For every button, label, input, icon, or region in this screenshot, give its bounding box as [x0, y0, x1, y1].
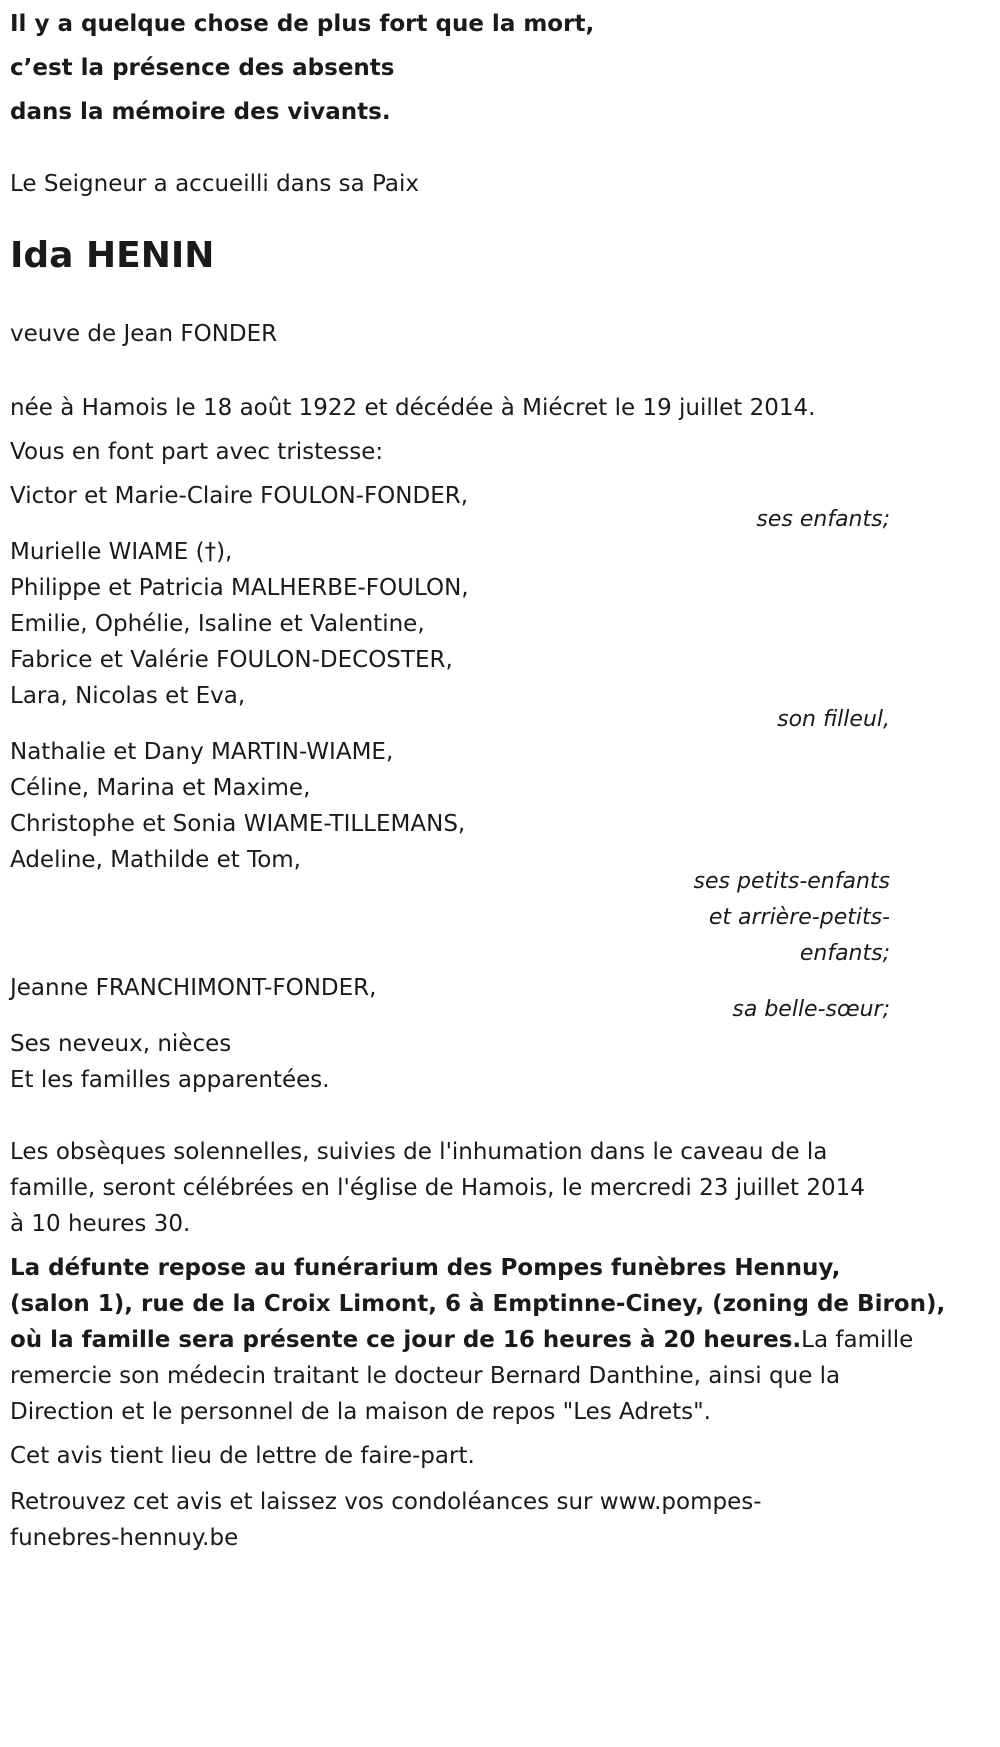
- funeral-line-2: famille, seront célébrées en l'église de Hamois, le mercredi 23 juillet 2014: [10, 1175, 865, 1201]
- quote-line-1: Il y a quelque chose de plus fort que la mort,: [10, 11, 595, 37]
- deceased-name: Ida HENIN: [10, 235, 215, 276]
- godchild-line-5: Lara, Nicolas et Eva,: [10, 683, 246, 709]
- others-line-1: Ses neveux, nièces: [10, 1031, 232, 1057]
- rest-line-4: remercie son médecin traitant le docteur Bernard Danthine, ainsi que la: [10, 1363, 841, 1389]
- grandchildren-role-2: et arrière-petits-: [708, 905, 890, 930]
- rest-line-3: [10, 1322, 913, 1358]
- quote-line-2: c’est la présence des absents: [10, 55, 395, 81]
- rest-line-2: (salon 1), rue de la Croix Limont, 6 à Emptinne-Ciney, (zoning de Biron),: [10, 1291, 946, 1317]
- godchild-line-1: Murielle WIAME (†),: [10, 539, 233, 565]
- godchild-line-3: Emilie, Ophélie, Isaline et Valentine,: [10, 611, 425, 637]
- funeral-line-3: à 10 heures 30.: [10, 1211, 191, 1237]
- grandchildren-line-3: Christophe et Sonia WIAME-TILLEMANS,: [10, 811, 466, 837]
- rest-line-3-normal: La famille: [801, 1327, 914, 1353]
- godchild-line-4: Fabrice et Valérie FOULON-DECOSTER,: [10, 647, 453, 673]
- others-line-2: Et les familles apparentées.: [10, 1067, 330, 1093]
- godchild-role: son filleul,: [777, 707, 890, 732]
- birth-death-dates: née à Hamois le 18 août 1922 et décédée à Miécret le 19 juillet 2014.: [10, 395, 816, 421]
- grandchildren-line-2: Céline, Marina et Maxime,: [10, 775, 311, 801]
- widow-of: veuve de Jean FONDER: [10, 321, 278, 347]
- grandchildren-role-1: ses petits-enfants: [693, 869, 890, 894]
- funeral-line-1: Les obsèques solennelles, suivies de l'inhumation dans le caveau de la: [10, 1139, 828, 1165]
- sister-in-law-name: Jeanne FRANCHIMONT-FONDER,: [10, 975, 377, 1001]
- notice-text: Cet avis tient lieu de lettre de faire-part.: [10, 1443, 475, 1469]
- rest-line-5: Direction et le personnel de la maison de repos "Les Adrets".: [10, 1399, 711, 1425]
- rest-line-3-bold: où la famille sera présente ce jour de 16 heures à 20 heures.: [10, 1327, 802, 1353]
- intro-text: Le Seigneur a accueilli dans sa Paix: [10, 171, 419, 197]
- condolences-line-1: Retrouvez cet avis et laissez vos condoléances sur www.pompes-: [10, 1489, 762, 1515]
- condolences-line-2: funebres-hennuy.be: [10, 1525, 239, 1551]
- announcement: Vous en font part avec tristesse:: [10, 439, 384, 465]
- quote-line-3: dans la mémoire des vivants.: [10, 99, 391, 125]
- godchild-line-2: Philippe et Patricia MALHERBE-FOULON,: [10, 575, 469, 601]
- grandchildren-role-3: enfants;: [799, 941, 890, 966]
- rest-line-1: La défunte repose au funérarium des Pompes funèbres Hennuy,: [10, 1255, 841, 1281]
- sister-in-law-role: sa belle-sœur;: [732, 997, 890, 1022]
- grandchildren-line-4: Adeline, Mathilde et Tom,: [10, 847, 301, 873]
- children-role: ses enfants;: [756, 507, 890, 532]
- children-names: Victor et Marie-Claire FOULON-FONDER,: [10, 483, 469, 509]
- grandchildren-line-1: Nathalie et Dany MARTIN-WIAME,: [10, 739, 394, 765]
